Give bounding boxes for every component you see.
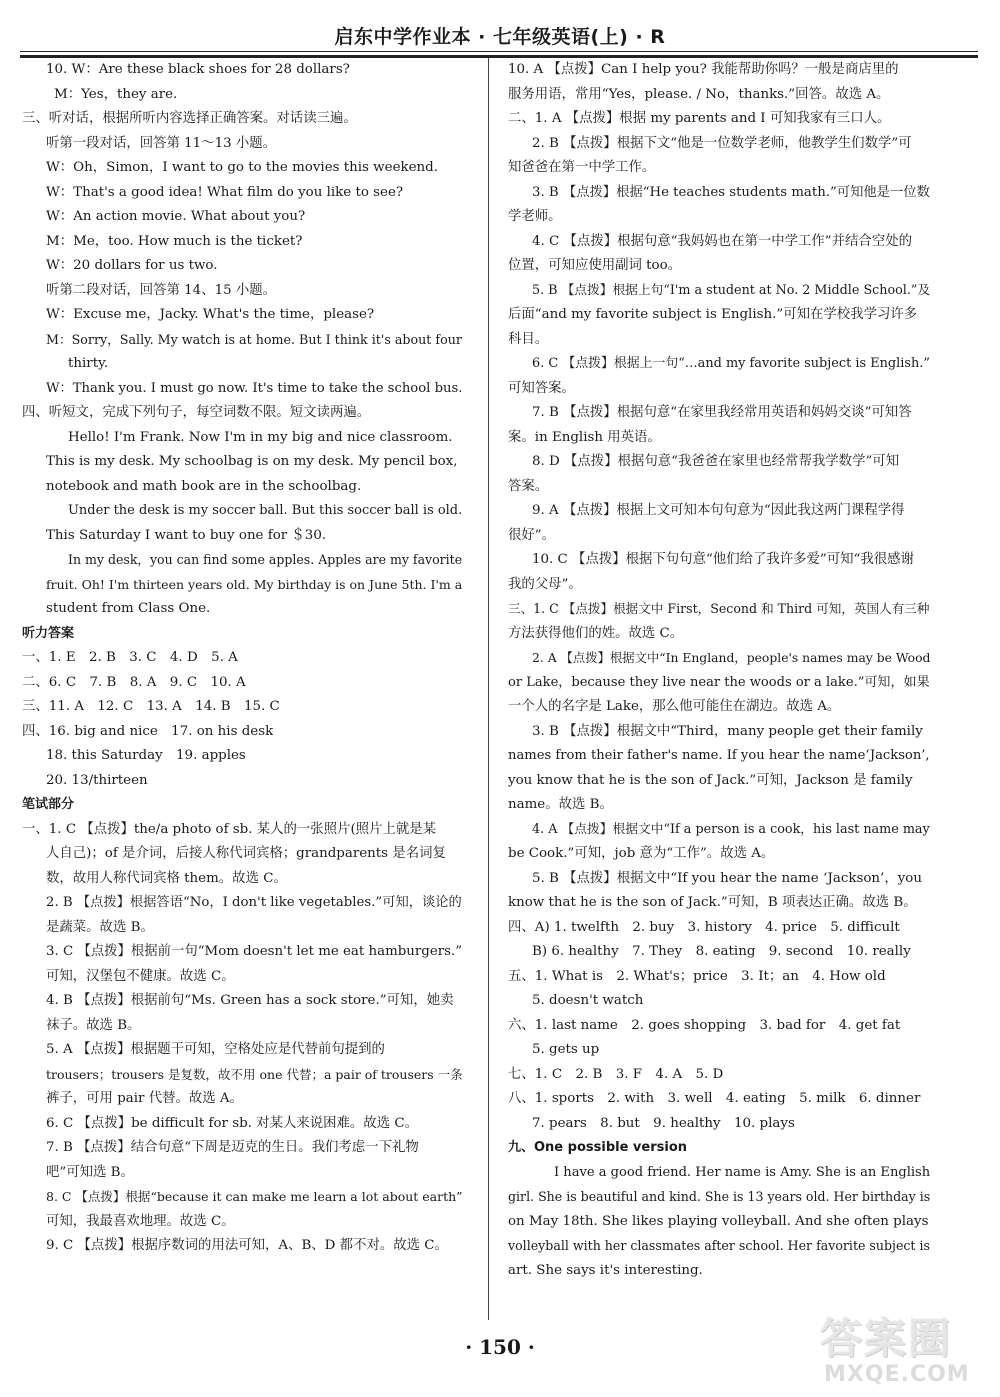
explanation-line: 2. B 【点拨】根据答语“No，I don't like vegetables.”可知，谈论的 (46, 895, 462, 910)
explanation-line: 后面“and my favorite subject is English.”可知在学校我学习许多 (508, 307, 918, 322)
text-line: M：Sorry，Sally. My watch is at home. But I think it's about four (46, 331, 462, 347)
explanation-line: 7. B 【点拨】结合句意“下周是迈克的生日。我们考虑一下礼物 (46, 1140, 419, 1155)
text-line: W：Excuse me，Jacky. What's the time，please? (46, 307, 375, 322)
listening-answers-heading: 听力答案 (22, 625, 75, 641)
answer-line: 20. 13/thirteen (46, 772, 148, 788)
text-line: 听第二段对话，回答第 14、15 小题。 (46, 282, 277, 298)
explanation-line: name。故选 B。 (508, 797, 613, 812)
explanation-line: 9. C 【点拨】根据序数词的用法可知，A、B、D 都不对。故选 C。 (46, 1238, 448, 1253)
text-line: M：Yes，they are. (54, 86, 178, 102)
text-line: Hello! I'm Frank. Now I'm in my big and nice classroom. (68, 429, 453, 445)
answer-line: 7. pears 8. but 9. healthy 10. plays (532, 1115, 795, 1131)
answer-line: 5. doesn't watch (532, 993, 644, 1008)
explanation-line: 10. A 【点拨】Can I help you? 我能帮助你吗？一般是商店里的 (508, 62, 899, 77)
explanation-line: 5. B 【点拨】根据上句“I'm a student at No. 2 Middle School.”及 (532, 282, 931, 298)
section-heading: 三、听对话，根据所听内容选择正确答案。对话读三遍。 (22, 111, 357, 126)
explanation-line: 可知，我最喜欢地理。故选 C。 (46, 1213, 235, 1229)
explanation-line: 3. B 【点拨】根据文中“Third，many people get their family (532, 723, 923, 739)
watermark-logo (794, 1300, 994, 1392)
text-line: W：That's a good idea! What film do you like to see? (46, 184, 404, 200)
explanation-line: 8. C 【点拨】根据“because it can make me learn a lot about earth” (46, 1189, 463, 1204)
explanation-line: 5. B 【点拨】根据文中“If you hear the name ‘Jackson’，you (532, 870, 922, 886)
answer-line: 三、11. A 12. C 13. A 14. B 15. C (22, 699, 280, 714)
left-column (22, 58, 462, 1259)
explanation-line: 服务用语，常用“Yes，please. / No，thanks.”回答。故选 A。 (508, 86, 890, 102)
explanation-line: 2. B 【点拨】根据下文“他是一位数学老师，他教学生们数学”可 (532, 135, 912, 151)
answer-line: 一、1. E 2. B 3. C 4. D 5. A (22, 650, 238, 665)
explanation-line: 5. A 【点拨】根据题干可知，空格处应是代替前句提到的 (46, 1042, 385, 1057)
explanation-line: 袜子。故选 B。 (46, 1017, 141, 1033)
explanation-line: 3. C 【点拨】根据前一句“Mom doesn't let me eat hamburgers.” (46, 944, 463, 959)
explanation-line: you know that he is the son of Jack.”可知，Jackson 是 family (508, 772, 913, 788)
explanation-line: 4. C 【点拨】根据句意“我妈妈也在第一中学工作”并结合空处的 (532, 233, 912, 249)
answer-line: 六、1. last name 2. goes shopping 3. bad for 4. get fat (508, 1017, 901, 1033)
page-header: 启东中学作业本 · 七年级英语(上) · R (334, 26, 666, 48)
column-divider (488, 58, 489, 1320)
explanation-line: 3. B 【点拨】根据“He teaches students math.”可知他是一位数 (532, 184, 930, 200)
explanation-line: 10. C 【点拨】根据下句句意“他们给了我许多爱”可知“我很感谢 (532, 552, 914, 567)
sample-essay-heading: 九、One possible version (508, 1140, 688, 1155)
text-line: student from Class One. (46, 601, 211, 616)
essay-line: I have a good friend. Her name is Amy. She is an English (554, 1164, 931, 1180)
explanation-line: or Lake，because they live near the woods or a lake.”可知，如果 (508, 674, 930, 690)
explanation-line: 9. A 【点拨】根据上文可知本句句意为“因此我这两门课程学得 (532, 503, 905, 518)
answer-line: 四、16. big and nice 17. on his desk (22, 723, 274, 739)
explanation-line: 三、1. C 【点拨】根据文中 First，Second 和 Third 可知，英国人有三种 (508, 601, 930, 616)
explanation-line: 6. C 【点拨】根据上一句“…and my favorite subject is English.” (532, 356, 930, 371)
text-line: In my desk，you can find some apples. Apples are my favorite (68, 552, 463, 567)
text-line: This is my desk. My schoolbag is on my desk. My pencil box, (46, 454, 458, 469)
watermark-bottom-text: MXQE.COM (824, 1362, 970, 1387)
answer-line: 五、1. What is 2. What's；price 3. It；an 4. How old (508, 968, 886, 984)
answer-line: 七、1. C 2. B 3. F 4. A 5. D (508, 1066, 724, 1082)
text-line: W：20 dollars for us two. (46, 258, 218, 273)
explanation-line: 案。in English 用英语。 (508, 429, 661, 445)
explanation-line: 科目。 (508, 331, 549, 347)
explanation-line: 知爸爸在第一中学工作。 (508, 160, 656, 175)
answer-line: 四、A) 1. twelfth 2. buy 3. history 4. price 5. difficult (508, 919, 900, 935)
explanation-line: 8. D 【点拨】根据句意“我爸爸在家里也经常帮我学数学”可知 (532, 454, 900, 469)
explanation-line: 答案。 (508, 478, 549, 494)
explanation-line: know that he is the son of Jack.”可知，B 项表达正确。故选 B。 (508, 895, 917, 910)
text-line: Under the desk is my soccer ball. But this soccer ball is old. (68, 503, 463, 518)
section-heading: 四、听短文，完成下列句子，每空词数不限。短文读两遍。 (22, 405, 371, 420)
explanation-line: 一、1. C 【点拨】the/a photo of sb. 某人的一张照片(照片上就是某 (22, 821, 437, 837)
explanation-line: 一个人的名字是 Lake，那么他可能住在湖边。故选 A。 (508, 699, 841, 714)
explanation-line: 吧”可知选 B。 (46, 1164, 134, 1180)
explanation-line: 可知答案。 (508, 380, 575, 396)
explanation-line: 裤子，可用 pair 代替。故选 A。 (46, 1091, 243, 1106)
explanation-line: 数，故用人称代词宾格 them。故选 C。 (46, 870, 287, 886)
explanation-line: 很好”。 (508, 527, 556, 543)
explanation-line: 4. B 【点拨】根据前句“Ms. Green has a sock store.”可知，她卖 (46, 993, 454, 1008)
header-rule-thin (20, 51, 978, 52)
text-line: W：Oh，Simon，I want to go to the movies this weekend. (46, 160, 438, 175)
explanation-line: 学老师。 (508, 209, 562, 224)
explanation-line: 我的父母”。 (508, 576, 582, 592)
explanation-line: 是蔬菜。故选 B。 (46, 919, 154, 935)
text-line: 听第一段对话，回答第 11～13 小题。 (46, 135, 277, 151)
explanation-line: names from their father's name. If you hear the name‘Jackson’, (508, 748, 930, 763)
explanation-line: 7. B 【点拨】根据句意“在家里我经常用英语和妈妈交谈”可知答 (532, 405, 912, 420)
watermark-top-text: 答案圈 (820, 1314, 953, 1363)
explanation-line: 可知，汉堡包不健康。故选 C。 (46, 968, 235, 984)
explanation-line: 4. A 【点拨】根据文中“If a person is a cook，his last name may (532, 821, 930, 837)
explanation-line: 人自己)；of 是介词，后接人称代词宾格；grandparents 是名词复 (46, 846, 446, 861)
page-number: · 150 · (465, 1335, 535, 1359)
text-line: This Saturday I want to buy one for ＄30. (46, 527, 327, 543)
essay-line: art. She says it's interesting. (508, 1262, 703, 1278)
text-line: W：Thank you. I must go now. It's time to take the school bus. (46, 380, 463, 396)
explanation-line: 方法获得他们的姓。故选 C。 (508, 625, 684, 641)
explanation-line: be Cook.”可知，job 意为“工作”。故选 A。 (508, 846, 775, 861)
text-line: W：An action movie. What about you? (46, 209, 306, 224)
explanation-line: trousers；trousers 是复数，故不用 one 代替；a pair of trousers 一条 (46, 1066, 463, 1082)
answer-line: 5. gets up (532, 1042, 600, 1057)
text-line: notebook and math book are in the schoolbag. (46, 478, 362, 494)
answer-line: B) 6. healthy 7. They 8. eating 9. second 10. really (532, 944, 911, 959)
essay-line: volleyball with her classmates after school. Her favorite subject is (508, 1238, 930, 1253)
answer-line: 二、6. C 7. B 8. A 9. C 10. A (22, 674, 246, 690)
right-column (508, 58, 930, 1283)
text-line: fruit. Oh! I'm thirteen years old. My birthday is on June 5th. I'm a (46, 576, 463, 592)
explanation-line: 6. C 【点拨】be difficult for sb. 对某人来说困难。故选 C。 (46, 1115, 418, 1131)
written-part-heading: 笔试部分 (22, 797, 75, 812)
essay-line: on May 18th. She likes playing volleyball. And she often plays (508, 1213, 929, 1229)
explanation-line: 位置，可知应使用副词 too。 (508, 258, 682, 273)
answer-line: 八、1. sports 2. with 3. well 4. eating 5. milk 6. dinner (508, 1091, 921, 1106)
text-line: M：Me，too. How much is the ticket? (46, 233, 303, 249)
answer-line: 18. this Saturday 19. apples (46, 748, 246, 763)
explanation-line: 2. A 【点拨】根据文中“In England，people's names may be Wood (532, 651, 931, 665)
text-line: 10. W：Are these black shoes for 28 dollars? (46, 62, 350, 77)
essay-line: girl. She is beautiful and kind. She is 13 years old. Her birthday is (508, 1189, 931, 1204)
explanation-line: 二、1. A 【点拨】根据 my parents and I 可知我家有三口人。 (508, 111, 891, 126)
text-line: thirty. (68, 356, 109, 371)
